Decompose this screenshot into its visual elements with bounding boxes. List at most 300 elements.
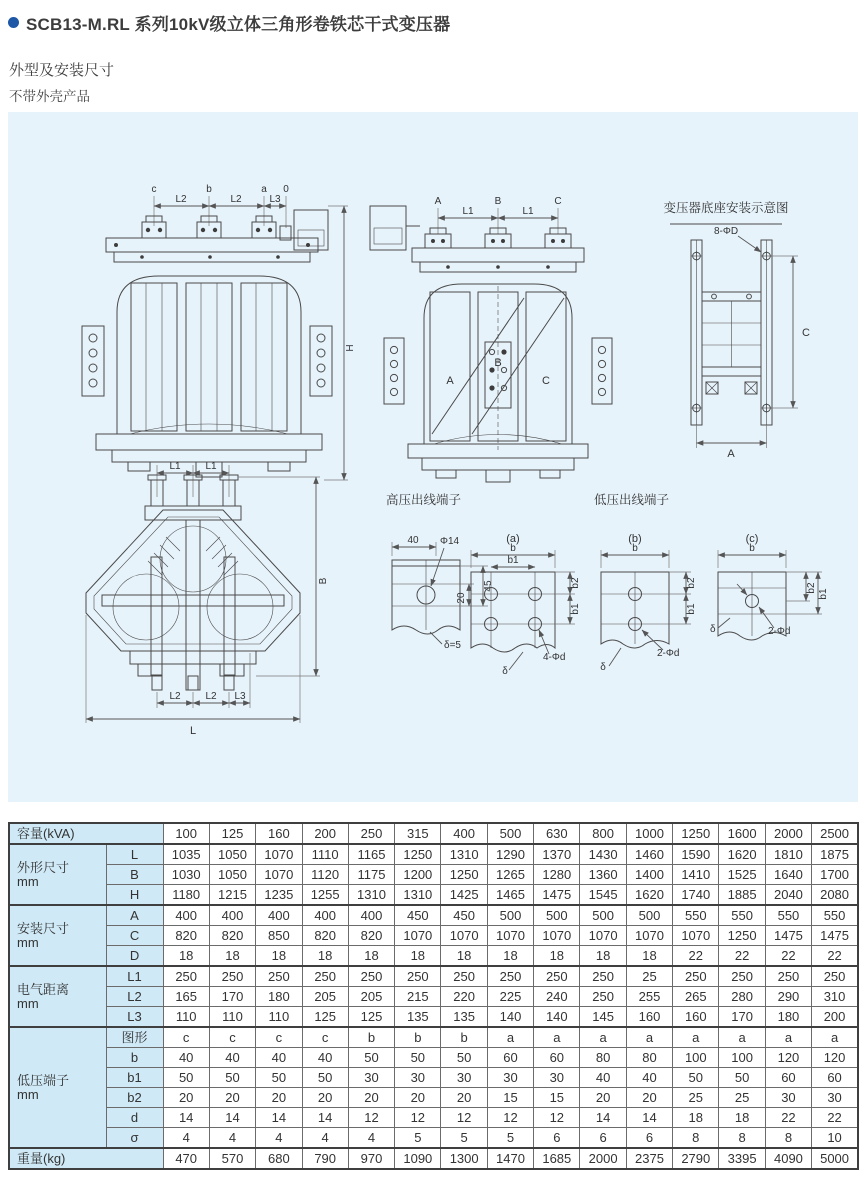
value-cell: 12 <box>441 1108 487 1128</box>
value-cell: 1525 <box>719 865 765 885</box>
phase-label-c: C <box>542 375 550 387</box>
section-subtitle: 外型及安装尺寸 <box>9 62 115 79</box>
row-sublabel: H <box>106 885 163 906</box>
value-cell: 1410 <box>673 865 719 885</box>
value-cell: 2040 <box>765 885 811 906</box>
value-cell: 500 <box>534 905 580 926</box>
value-cell: 100 <box>673 1048 719 1068</box>
value-cell: 30 <box>348 1068 394 1088</box>
dim-l2-label: L2 <box>230 194 242 205</box>
value-cell: 1070 <box>395 926 441 946</box>
value-cell: 250 <box>441 966 487 987</box>
thickness-label: δ <box>600 662 606 673</box>
value-cell: 18 <box>534 946 580 967</box>
weight-cell: 1685 <box>534 1148 580 1169</box>
value-cell: 820 <box>348 926 394 946</box>
value-cell: 160 <box>626 1007 672 1028</box>
value-cell: 50 <box>209 1068 255 1088</box>
row-label-capacity: 容量(kVA) <box>9 823 163 844</box>
value-cell: 110 <box>256 1007 302 1028</box>
hv-bushings <box>142 216 291 240</box>
row-group-label: 安装尺寸 mm <box>9 905 106 966</box>
front-view-drawing <box>82 184 356 480</box>
row-sublabel: b1 <box>106 1068 163 1088</box>
value-cell: 22 <box>765 1108 811 1128</box>
value-cell: 50 <box>395 1048 441 1068</box>
value-cell: 180 <box>765 1007 811 1028</box>
value-cell: c <box>209 1027 255 1048</box>
value-cell: 50 <box>673 1068 719 1088</box>
row-sublabel: B <box>106 865 163 885</box>
value-cell: 1030 <box>163 865 209 885</box>
value-cell: 1460 <box>626 844 672 865</box>
row-sublabel: σ <box>106 1128 163 1149</box>
value-cell: 135 <box>395 1007 441 1028</box>
weight-cell: 570 <box>209 1148 255 1169</box>
value-cell: 1370 <box>534 844 580 865</box>
row-sublabel: A <box>106 905 163 926</box>
hv-terminal-drawing <box>392 535 494 651</box>
value-cell: a <box>534 1027 580 1048</box>
dim-c-label: C <box>802 327 810 339</box>
value-cell: 100 <box>719 1048 765 1068</box>
weight-cell: 1470 <box>487 1148 533 1169</box>
lv-plate-c-drawing <box>710 533 829 640</box>
value-cell: 1175 <box>348 865 394 885</box>
holes-label: 2-Φd <box>657 648 680 659</box>
value-cell: 250 <box>256 966 302 987</box>
value-cell: 12 <box>348 1108 394 1128</box>
value-cell: 8 <box>673 1128 719 1149</box>
value-cell: 18 <box>673 1108 719 1128</box>
value-cell: 50 <box>441 1048 487 1068</box>
value-cell: 400 <box>348 905 394 926</box>
value-cell: 1590 <box>673 844 719 865</box>
value-cell: 40 <box>209 1048 255 1068</box>
value-cell: 1620 <box>626 885 672 906</box>
value-cell: b <box>395 1027 441 1048</box>
dim-b1-label: b1 <box>818 588 829 600</box>
value-cell: 550 <box>719 905 765 926</box>
value-cell: 1430 <box>580 844 626 865</box>
value-cell: 250 <box>163 966 209 987</box>
base-mount-drawing <box>663 200 810 460</box>
value-cell: 8 <box>719 1128 765 1149</box>
value-cell: 400 <box>163 905 209 926</box>
value-cell: 22 <box>719 946 765 967</box>
dim-point-0: 0 <box>283 184 289 195</box>
dim-45-label: 45 <box>483 580 494 592</box>
value-cell: 20 <box>626 1088 672 1108</box>
value-cell: 250 <box>812 966 858 987</box>
winding-columns <box>131 283 287 431</box>
row-sublabel: b <box>106 1048 163 1068</box>
row-sublabel: L2 <box>106 987 163 1007</box>
value-cell: 1070 <box>626 926 672 946</box>
value-cell: 20 <box>256 1088 302 1108</box>
value-cell: a <box>673 1027 719 1048</box>
value-cell: 25 <box>673 1088 719 1108</box>
value-cell: 290 <box>765 987 811 1007</box>
value-cell: 550 <box>673 905 719 926</box>
value-cell: 1250 <box>395 844 441 865</box>
capacity-cell: 160 <box>256 823 302 844</box>
weight-cell: 790 <box>302 1148 348 1169</box>
value-cell: 1545 <box>580 885 626 906</box>
dim-point-C: C <box>554 196 562 207</box>
value-cell: 14 <box>302 1108 348 1128</box>
value-cell: 1200 <box>395 865 441 885</box>
value-cell: c <box>302 1027 348 1048</box>
dim-b2-label: b2 <box>686 577 697 589</box>
value-cell: 18 <box>626 946 672 967</box>
bullet-icon <box>8 17 19 28</box>
value-cell: 40 <box>580 1068 626 1088</box>
side-view-drawing <box>370 196 612 482</box>
dim-l-label: L <box>189 725 197 737</box>
value-cell: 450 <box>441 905 487 926</box>
value-cell: 215 <box>395 987 441 1007</box>
phase-label-a: A <box>446 375 454 387</box>
value-cell: a <box>487 1027 533 1048</box>
value-cell: 1360 <box>580 865 626 885</box>
capacity-cell: 630 <box>534 823 580 844</box>
top-clamp-frame <box>106 238 318 262</box>
value-cell: 15 <box>534 1088 580 1108</box>
value-cell: 1265 <box>487 865 533 885</box>
value-cell: 60 <box>534 1048 580 1068</box>
value-cell: 250 <box>673 966 719 987</box>
value-cell: 820 <box>209 926 255 946</box>
value-cell: c <box>256 1027 302 1048</box>
phase-label-b: B <box>494 357 502 369</box>
capacity-cell: 315 <box>395 823 441 844</box>
value-cell: 20 <box>441 1088 487 1108</box>
capacity-cell: 250 <box>348 823 394 844</box>
plan-view-drawing <box>86 461 329 737</box>
value-cell: 250 <box>348 966 394 987</box>
dim-point-a: a <box>261 184 267 195</box>
value-cell: 250 <box>209 966 255 987</box>
weight-cell: 470 <box>163 1148 209 1169</box>
weight-cell: 680 <box>256 1148 302 1169</box>
value-cell: 1110 <box>302 844 348 865</box>
value-cell: 80 <box>626 1048 672 1068</box>
capacity-cell: 800 <box>580 823 626 844</box>
capacity-cell: 2000 <box>765 823 811 844</box>
right-terminal-block <box>592 338 612 404</box>
value-cell: 1050 <box>209 865 255 885</box>
row-sublabel: L1 <box>106 966 163 987</box>
value-cell: 1885 <box>719 885 765 906</box>
value-cell: 200 <box>812 1007 858 1028</box>
weight-cell: 3395 <box>719 1148 765 1169</box>
dim-a-label: A <box>727 448 735 460</box>
value-cell: 1120 <box>302 865 348 885</box>
value-cell: 30 <box>534 1068 580 1088</box>
cross-members <box>702 292 761 394</box>
plate-caption: (b) <box>628 533 642 545</box>
value-cell: 20 <box>163 1088 209 1108</box>
value-cell: 145 <box>580 1007 626 1028</box>
value-cell: 1255 <box>302 885 348 906</box>
value-cell: 1475 <box>812 926 858 946</box>
row-sublabel: L <box>106 844 163 865</box>
weight-cell: 2000 <box>580 1148 626 1169</box>
weight-cell: 5000 <box>812 1148 858 1169</box>
coil-outline <box>207 574 273 640</box>
weight-cell: 1300 <box>441 1148 487 1169</box>
value-cell: 14 <box>256 1108 302 1128</box>
capacity-cell: 2500 <box>812 823 858 844</box>
value-cell: 22 <box>812 1108 858 1128</box>
weight-cell: 1090 <box>395 1148 441 1169</box>
value-cell: 180 <box>256 987 302 1007</box>
value-cell: 170 <box>209 987 255 1007</box>
value-cell: 18 <box>487 946 533 967</box>
dim-l1-label: L1 <box>205 461 217 472</box>
value-cell: 18 <box>348 946 394 967</box>
value-cell: 5 <box>441 1128 487 1149</box>
top-clamp-frame <box>412 248 584 272</box>
value-cell: 4 <box>256 1128 302 1149</box>
value-cell: 14 <box>163 1108 209 1128</box>
value-cell: 50 <box>302 1068 348 1088</box>
value-cell: 250 <box>487 966 533 987</box>
lv-plate-a-drawing <box>471 533 581 677</box>
value-cell: 20 <box>209 1088 255 1108</box>
capacity-cell: 200 <box>302 823 348 844</box>
value-cell: 135 <box>441 1007 487 1028</box>
value-cell: 140 <box>534 1007 580 1028</box>
value-cell: 1620 <box>719 844 765 865</box>
value-cell: 50 <box>348 1048 394 1068</box>
dim-point-b: b <box>206 184 212 195</box>
value-cell: 1070 <box>441 926 487 946</box>
row-sublabel: d <box>106 1108 163 1128</box>
row-sublabel: L3 <box>106 1007 163 1028</box>
row-label-weight: 重量(kg) <box>9 1148 163 1169</box>
row-group-label: 低压端子 mm <box>9 1027 106 1148</box>
dim-l2-label: L2 <box>169 691 181 702</box>
value-cell: 1250 <box>441 865 487 885</box>
value-cell: 20 <box>580 1088 626 1108</box>
value-cell: 30 <box>441 1068 487 1088</box>
value-cell: 40 <box>302 1048 348 1068</box>
value-cell: 500 <box>626 905 672 926</box>
value-cell: 550 <box>765 905 811 926</box>
value-cell: 4 <box>302 1128 348 1149</box>
value-cell: 310 <box>812 987 858 1007</box>
mid-bar <box>102 595 284 606</box>
value-cell: 205 <box>348 987 394 1007</box>
value-cell: 250 <box>395 966 441 987</box>
frame-outline <box>86 510 300 651</box>
value-cell: a <box>765 1027 811 1048</box>
value-cell: 550 <box>812 905 858 926</box>
capacity-cell: 1000 <box>626 823 672 844</box>
value-cell: 500 <box>580 905 626 926</box>
value-cell: 250 <box>719 966 765 987</box>
weight-cell: 2375 <box>626 1148 672 1169</box>
value-cell: 4 <box>209 1128 255 1149</box>
dim-point-B: B <box>494 196 502 207</box>
technical-drawings <box>8 112 858 802</box>
value-cell: 20 <box>395 1088 441 1108</box>
product-variant-note: 不带外壳产品 <box>9 89 90 104</box>
value-cell: 18 <box>302 946 348 967</box>
value-cell: 1310 <box>348 885 394 906</box>
value-cell: 1640 <box>765 865 811 885</box>
right-terminal-block <box>310 326 332 396</box>
value-cell: 205 <box>302 987 348 1007</box>
value-cell: 1235 <box>256 885 302 906</box>
value-cell: 30 <box>395 1068 441 1088</box>
value-cell: 40 <box>256 1048 302 1068</box>
value-cell: 1070 <box>534 926 580 946</box>
plate-caption: (c) <box>745 533 759 545</box>
value-cell: 22 <box>812 946 858 967</box>
value-cell: 250 <box>580 987 626 1007</box>
value-cell: 14 <box>626 1108 672 1128</box>
dim-b1-label: b1 <box>570 603 581 615</box>
value-cell: 820 <box>302 926 348 946</box>
row-sublabel: C <box>106 926 163 946</box>
hv-terminal-title: 高压出线端子 <box>386 493 462 507</box>
value-cell: 110 <box>209 1007 255 1028</box>
value-cell: 400 <box>256 905 302 926</box>
value-cell: 12 <box>395 1108 441 1128</box>
value-cell: a <box>812 1027 858 1048</box>
dim-l1-label: L1 <box>522 206 534 217</box>
page-title-row <box>8 10 450 35</box>
dim-b-label: B <box>318 577 329 585</box>
value-cell: 18 <box>395 946 441 967</box>
value-cell: 1810 <box>765 844 811 865</box>
value-cell: 15 <box>487 1088 533 1108</box>
row-sublabel: b2 <box>106 1088 163 1108</box>
value-cell: 1250 <box>719 926 765 946</box>
value-cell: 120 <box>765 1048 811 1068</box>
value-cell: 255 <box>626 987 672 1007</box>
row-group-label: 外形尺寸 mm <box>9 844 106 905</box>
thickness-label: δ=5 <box>444 640 461 651</box>
value-cell: 125 <box>348 1007 394 1028</box>
weight-cell: 4090 <box>765 1148 811 1169</box>
row-sublabel: D <box>106 946 163 967</box>
value-cell: 120 <box>812 1048 858 1068</box>
value-cell: 500 <box>487 905 533 926</box>
value-cell: 220 <box>441 987 487 1007</box>
capacity-cell: 125 <box>209 823 255 844</box>
value-cell: 40 <box>626 1068 672 1088</box>
value-cell: a <box>719 1027 765 1048</box>
value-cell: 12 <box>487 1108 533 1128</box>
value-cell: 60 <box>812 1068 858 1088</box>
dim-b-label: b <box>632 543 638 554</box>
dim-l2-label: L2 <box>205 691 217 702</box>
value-cell: 18 <box>441 946 487 967</box>
value-cell: 50 <box>719 1068 765 1088</box>
value-cell: c <box>163 1027 209 1048</box>
coil-outline <box>160 526 226 592</box>
dim-b2-label: b2 <box>806 582 817 594</box>
value-cell: 30 <box>812 1088 858 1108</box>
junction-box <box>370 206 420 250</box>
value-cell: 30 <box>487 1068 533 1088</box>
capacity-cell: 1600 <box>719 823 765 844</box>
dim-b2-label: b2 <box>570 577 581 589</box>
value-cell: 1475 <box>765 926 811 946</box>
dim-b1-top-label: b1 <box>507 555 519 566</box>
value-cell: 50 <box>163 1068 209 1088</box>
spec-table <box>8 822 859 1170</box>
value-cell: 280 <box>719 987 765 1007</box>
row-sublabel: 图形 <box>106 1027 163 1048</box>
thickness-label: δ <box>502 666 508 677</box>
drawings-panel <box>8 112 858 802</box>
left-terminal-block <box>82 326 104 396</box>
value-cell: 1050 <box>209 844 255 865</box>
holes-label: 4-Φd <box>543 652 566 663</box>
value-cell: 2080 <box>812 885 858 906</box>
value-cell: a <box>626 1027 672 1048</box>
value-cell: 1165 <box>348 844 394 865</box>
value-cell: 80 <box>580 1048 626 1068</box>
coil-outline <box>113 574 179 640</box>
value-cell: b <box>441 1027 487 1048</box>
thickness-label: δ <box>710 624 716 635</box>
weight-cell: 970 <box>348 1148 394 1169</box>
value-cell: 265 <box>673 987 719 1007</box>
value-cell: 820 <box>163 926 209 946</box>
value-cell: 8 <box>765 1128 811 1149</box>
page-title: SCB13-M.RL 系列10kV级立体三角形卷铁芯干式变压器 <box>26 15 451 34</box>
value-cell: 18 <box>163 946 209 967</box>
value-cell: 400 <box>302 905 348 926</box>
value-cell: 250 <box>534 966 580 987</box>
value-cell: 25 <box>719 1088 765 1108</box>
dim-l3-label: L3 <box>269 194 281 205</box>
value-cell: 5 <box>395 1128 441 1149</box>
value-cell: 18 <box>209 946 255 967</box>
capacity-cell: 1250 <box>673 823 719 844</box>
value-cell: 1180 <box>163 885 209 906</box>
value-cell: 60 <box>765 1068 811 1088</box>
value-cell: 1740 <box>673 885 719 906</box>
lv-plate-b-drawing <box>600 533 697 673</box>
value-cell: 450 <box>395 905 441 926</box>
value-cell: 6 <box>626 1128 672 1149</box>
value-cell: 1035 <box>163 844 209 865</box>
left-terminal-block <box>384 338 404 404</box>
value-cell: 1700 <box>812 865 858 885</box>
value-cell: 1070 <box>256 865 302 885</box>
core-envelope <box>117 276 301 434</box>
value-cell: 1465 <box>487 885 533 906</box>
value-cell: 10 <box>812 1128 858 1149</box>
value-cell: 1290 <box>487 844 533 865</box>
value-cell: 240 <box>534 987 580 1007</box>
value-cell: 125 <box>302 1007 348 1028</box>
value-cell: 1280 <box>534 865 580 885</box>
value-cell: 250 <box>580 966 626 987</box>
value-cell: 18 <box>580 946 626 967</box>
value-cell: 50 <box>256 1068 302 1088</box>
lv-terminal-title: 低压出线端子 <box>594 493 670 507</box>
value-cell: 14 <box>580 1108 626 1128</box>
dim-b-label: b <box>749 543 755 554</box>
